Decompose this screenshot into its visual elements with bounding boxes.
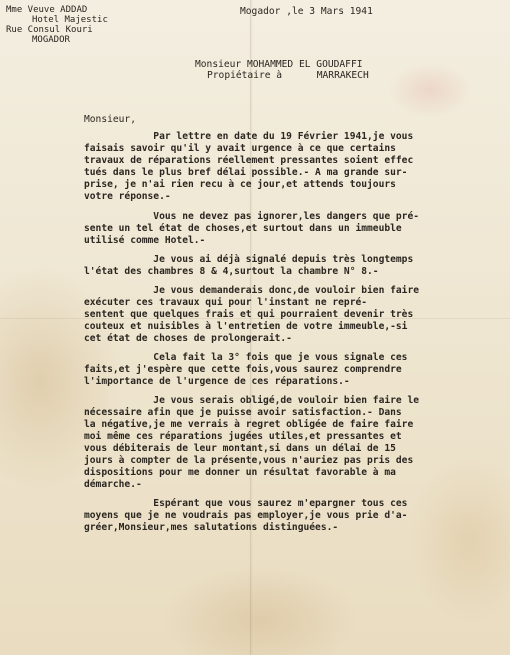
body-line: la négative,je me verrais à regret obligée de faire faire <box>84 419 414 430</box>
body-line: prise, je n'ai rien recu à ce jour,et attends toujours <box>84 179 396 190</box>
body-line: Je vous demanderais donc,de vouloir bien faire <box>84 285 420 296</box>
body-line: sente un tel état de choses,et surtout dans un immeuble <box>84 223 402 234</box>
body-line: dispositions pour me donner un résultat favorable à ma <box>84 467 396 478</box>
body-line: jours à compter de la présente,vous n'auriez pas pris des <box>84 455 414 466</box>
body-line: gréer,Monsieur,mes salutations distinguées.- <box>84 522 339 533</box>
recipient-address: Propiétaire à MARRAKECH <box>207 70 369 81</box>
sender-street: Rue Consul Kouri <box>6 25 93 35</box>
body-line: cet état de choses de prolongerait.- <box>84 333 292 344</box>
body-line: Espérant que vous saurez m'epargner tous ces <box>84 498 408 509</box>
body-line: sentent que quelques frais et qui pourraient devenir très <box>84 309 414 320</box>
body-line: travaux de réparations réellement pressantes soient effec <box>84 155 414 166</box>
body-line: faits,et j'espère que cette fois,vous saurez comprendre <box>84 364 402 375</box>
sender-hotel: Hotel Majestic <box>32 15 108 25</box>
body-line: Par lettre en date du 19 Février 1941,je vous <box>84 131 414 142</box>
place-date: Mogador ,le 3 Mars 1941 <box>240 6 373 17</box>
body-line: l'importance de l'urgence de ces réparations.- <box>84 376 350 387</box>
body-line: moi même ces réparations jugées utiles,et pressantes et <box>84 431 402 442</box>
body-line: tués dans le plus bref délai possible.- A ma grande sur- <box>84 167 408 178</box>
body-line: Je vous serais obligé,de vouloir bien faire le <box>84 395 420 406</box>
body-line: Vous ne devez pas ignorer,les dangers que pré- <box>84 211 420 222</box>
salutation: Monsieur, <box>84 114 136 125</box>
body-line: Je vous ai déjà signalé depuis très longtemps <box>84 254 414 265</box>
body-line: vous débiterais de leur montant,si dans un délai de 15 <box>84 443 396 454</box>
body-line: votre réponse.- <box>84 191 171 202</box>
body-line: démarche.- <box>84 479 142 490</box>
sender-name: Mme Veuve ADDAD <box>6 5 88 15</box>
body-line: Cela fait la 3° fois que je vous signale ces <box>84 352 408 363</box>
sender-city: MOGADOR <box>32 35 70 45</box>
recipient-name: Monsieur MOHAMMED EL GOUDAFFI <box>195 59 363 70</box>
body-line: exécuter ces travaux qui pour l'instant ne repré- <box>84 297 368 308</box>
body-line: l'état des chambres 8 & 4,surtout la chambre N° 8.- <box>84 266 379 277</box>
body-line: moyens que je ne voudrais pas employer,je vous prie d'a- <box>84 510 408 521</box>
body-line: faisais savoir qu'il y avait urgence à ce que certains <box>84 143 396 154</box>
body-line: nécessaire afin que je puisse avoir satisfaction.- Dans <box>84 407 402 418</box>
body-line: utilisé comme Hotel.- <box>84 235 206 246</box>
body-line: couteux et nuisibles à l'entretien de votre immeuble,-si <box>84 321 408 332</box>
